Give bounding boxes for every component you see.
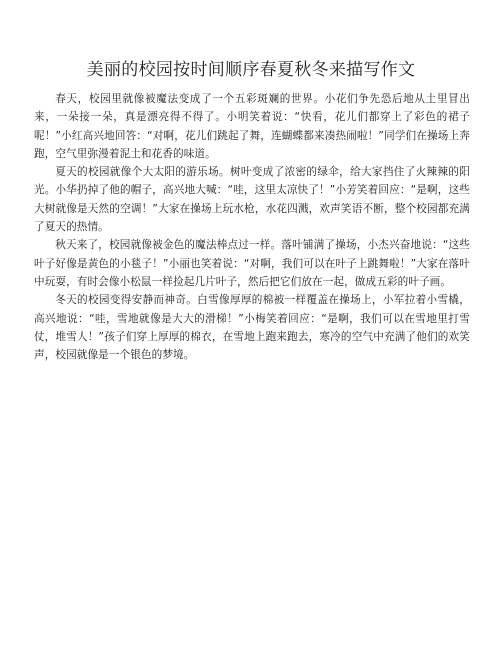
- paragraph-spring: 春天，校园里就像被魔法变成了一个五彩斑斓的世界。小花们争先恐后地从土里冒出来，一朵接一朵，真是漂亮得不得了。小明笑着说：“快看，花儿们都穿上了彩色的裙子呢！”小红高兴地回答：“对啊，花儿们跳起了舞，连蝴蝶都来凑热闹啦！”同学们在操场上奔跑，空气里弥漫着泥土和花香的味道。: [34, 93, 470, 160]
- paragraph-summer: 夏天的校园就像个大太阳的游乐场。树叶变成了浓密的绿伞，给大家挡住了火辣辣的阳光。小华扔掉了他的帽子，高兴地大喊：“哇，这里太凉快了！”小芳笑着回应：“是啊，这些大树就像是天然的空调！”大家在操场上玩水枪，水花四溅，欢声笑语不断，整个校园都充满了夏天的热情。: [34, 166, 470, 234]
- paragraph-autumn: 秋天来了，校园就像被金色的魔法棒点过一样。落叶铺满了操场，小杰兴奋地说：“这些叶子好像是黄色的小毯子！”小丽也笑着说：“对啊，我们可以在叶子上跳舞啦！”大家在落叶中玩耍，有时会像小松鼠一样捡起几片叶子，然后把它们放在一起，做成五彩的叶子画。: [34, 239, 470, 288]
- document-title: 美丽的校园按时间顺序春夏秋冬来描写作文: [86, 60, 416, 80]
- paragraph-winter: 冬天的校园变得安静而神奇。白雪像厚厚的棉被一样覆盖在操场上，小军拉着小雪橇，高兴地说：“哇，雪地就像是大大的滑梯！”小梅笑着回应：“是啊，我们可以在雪地里打雪仗，堆雪人！”孩子们穿上厚厚的棉衣，在雪地上跑来跑去，寒冷的空气中充满了他们的欢笑声，校园就像是一个银色的梦境。: [34, 294, 470, 362]
- document-body: [34, 90, 470, 364]
